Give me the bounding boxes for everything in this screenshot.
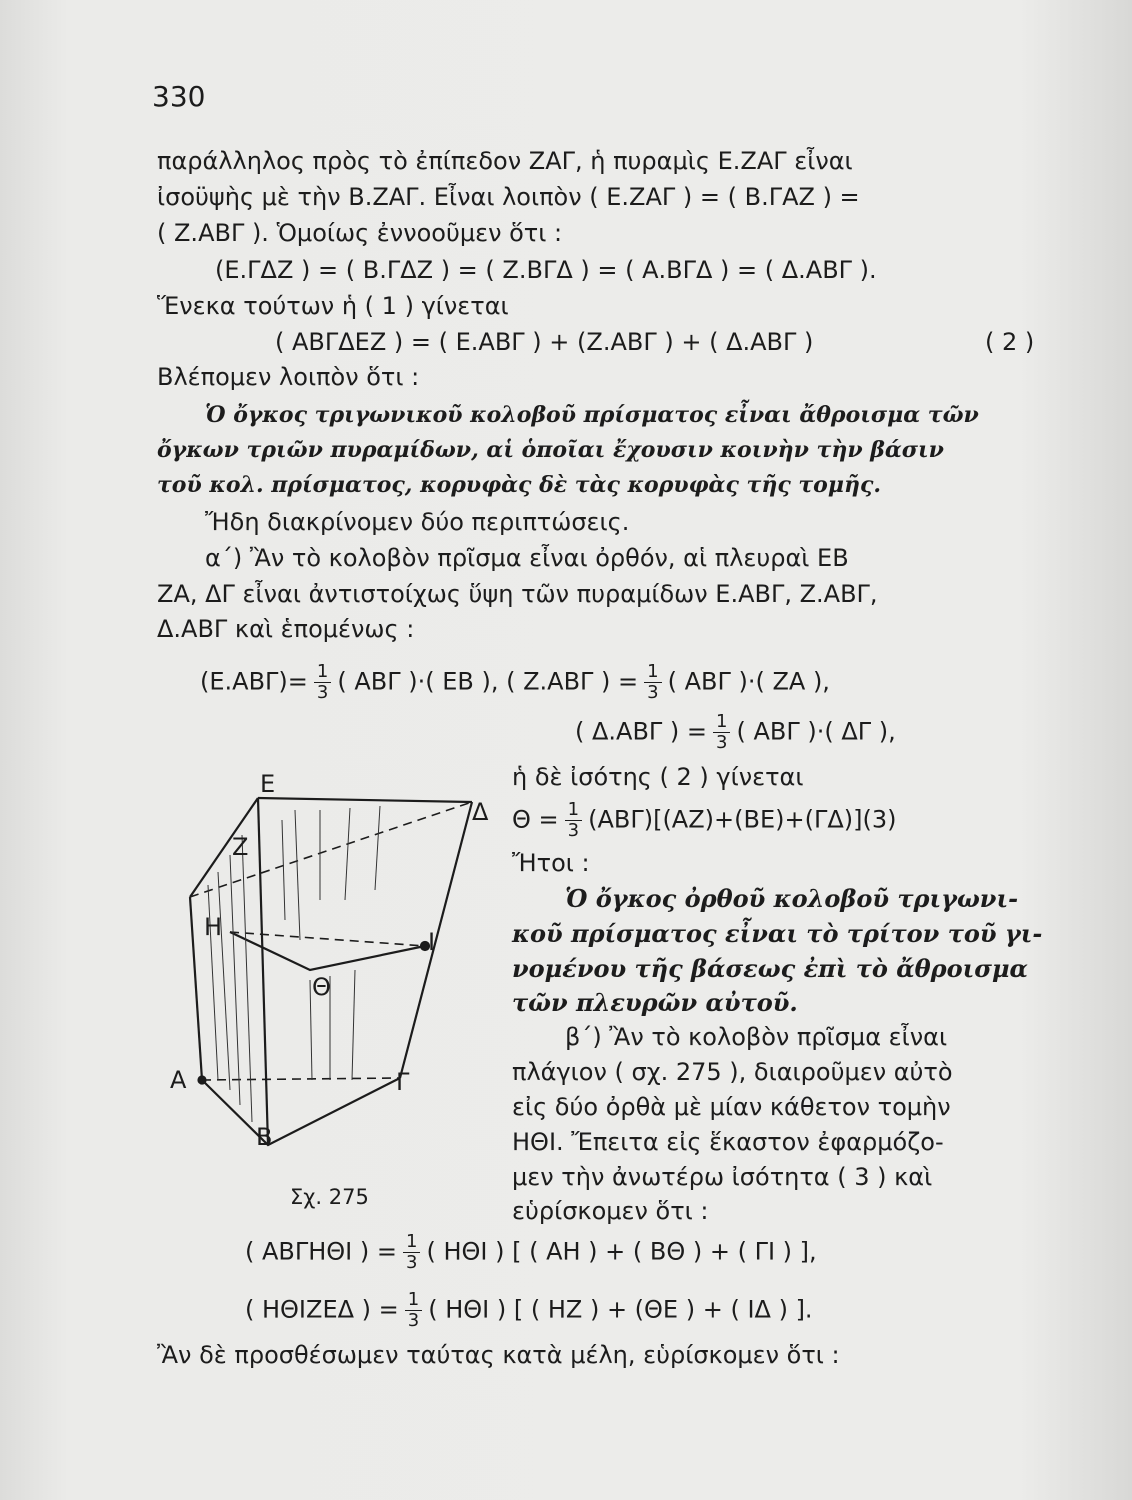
text-line: Ἕνεκα τούτων ἡ ( 1 ) γίνεται	[157, 292, 509, 320]
theorem-line: ὄγκων τριῶν πυραμίδων, αἱ ὁποῖαι ἔχουσιν κοινὴν τὴν βάσιν	[157, 437, 944, 463]
fraction: $\frac{1}{3}$	[314, 662, 331, 703]
theorem-line: Ὁ ὄγκος τριγωνικοῦ κολοβοῦ πρίσματος εἶναι ἄθροισμα τῶν	[205, 402, 979, 428]
edge-za	[190, 897, 202, 1080]
equation-theta: Θ = $\frac{1}{3}$ (ΑΒΓ)[(ΑΖ)+(ΒΕ)+(ΓΔ)](3)	[512, 799, 897, 841]
fraction: $\frac{1}{3}$	[405, 1290, 422, 1331]
figure-caption: Σχ. 275	[290, 1185, 369, 1209]
equation-volumes: (Ε.ΑΒΓ)= $\frac{1}{3}$ ( ΑΒΓ )·( ΕΒ ), ( Ζ.ΑΒΓ ) = $\frac{1}{3}$ ( ΑΒΓ )·( ΖΑ ),	[200, 661, 830, 703]
text-line: β΄) Ἂν τὸ κολοβὸν πρῖσμα εἶναι	[565, 1023, 948, 1051]
prism-figure	[160, 750, 490, 1150]
text-line: μεν τὴν ἀνωτέρω ἰσότητα ( 3 ) καὶ	[512, 1163, 933, 1191]
label-h: Η	[204, 913, 223, 941]
label-e: Ε	[260, 770, 276, 798]
text-line: Δ.ΑΒΓ καὶ ἑπομένως :	[157, 615, 415, 643]
equation-upper-prism: ( ΗΘΙΖΕΔ ) = $\frac{1}{3}$ ( ΗΘΙ ) [ ( ΗΖ ) + (ΘΕ ) + ( ΙΔ ) ].	[245, 1289, 813, 1331]
edge-ed	[258, 798, 472, 802]
fraction: $\frac{1}{3}$	[565, 800, 582, 841]
text-line: Βλέπομεν λοιπὸν ὅτι :	[157, 363, 420, 391]
theorem-line: Ὁ ὄγκος ὀρθοῦ κολοβοῦ τριγωνι-	[565, 884, 1019, 913]
section-hthi	[230, 932, 425, 970]
fraction: $\frac{1}{3}$	[403, 1232, 420, 1273]
equation-line: ( ΑΒΓΔΕΖ ) = ( Ε.ΑΒΓ ) + (Ζ.ΑΒΓ ) + ( Δ.ΑΒΓ )	[275, 328, 814, 356]
text-line: α΄) Ἂν τὸ κολοβὸν πρῖσμα εἶναι ὀρθόν, αἱ πλευραὶ ΕΒ	[205, 544, 849, 572]
edge-abg	[202, 1078, 400, 1145]
fraction: $\frac{1}{3}$	[644, 662, 661, 703]
text-line: εὑρίσκομεν ὅτι :	[512, 1197, 709, 1225]
fraction: $\frac{1}{3}$	[713, 712, 730, 753]
label-z: Ζ	[232, 833, 249, 861]
text-line: ΖΑ, ΔΓ εἶναι ἀντιστοίχως ὕψη τῶν πυραμίδων Ε.ΑΒΓ, Ζ.ΑΒΓ,	[157, 580, 878, 608]
text-line: ΗΘΙ. Ἔπειτα εἰς ἕκαστον ἐφαρμόζο-	[512, 1128, 944, 1156]
label-g: Γ	[396, 1068, 410, 1096]
theorem-line: νομένου τῆς βάσεως ἐπὶ τὸ ἄθροισμα	[512, 954, 1028, 983]
equation-volume-d: ( Δ.ΑΒΓ ) = $\frac{1}{3}$ ( ΑΒΓ )·( ΔΓ ),	[575, 711, 896, 753]
theorem-line: τῶν πλευρῶν αὐτοῦ.	[512, 988, 798, 1017]
equation-number: ( 2 )	[985, 328, 1035, 356]
section-hi-hidden	[230, 932, 425, 946]
equation-lower-prism: ( ΑΒΓΗΘΙ ) = $\frac{1}{3}$ ( ΗΘΙ ) [ ( ΑΗ ) + ( ΒΘ ) + ( ΓΙ ) ],	[245, 1231, 817, 1273]
text-line: εἰς δύο ὀρθὰ μὲ μίαν κάθετον τομὴν	[512, 1093, 951, 1121]
equation-line: (Ε.ΓΔΖ ) = ( Β.ΓΔΖ ) = ( Ζ.ΒΓΔ ) = ( Α.ΒΓΔ ) = ( Δ.ΑΒΓ ).	[215, 256, 877, 284]
page-number: 330	[152, 80, 206, 113]
point-a	[199, 1077, 206, 1084]
label-theta: Θ	[312, 973, 331, 1001]
edge-dg	[400, 802, 472, 1078]
label-b: Β	[256, 1123, 273, 1150]
text-line: Ἂν δὲ προσθέσωμεν ταύτας κατὰ μέλη, εὑρίσκομεν ὅτι :	[157, 1341, 840, 1369]
label-a: Α	[170, 1066, 187, 1094]
edge-eb	[258, 798, 268, 1145]
label-i: Ι	[428, 928, 436, 956]
text-line: ἡ δὲ ἰσότης ( 2 ) γίνεται	[512, 763, 804, 791]
text-line: Ἤδη διακρίνομεν δύο περιπτώσεις.	[205, 508, 630, 536]
edge-ag-hidden	[202, 1078, 400, 1080]
theorem-line: τοῦ κολ. πρίσματος, κορυφὰς δὲ τὰς κορυφὰς τῆς τομῆς.	[157, 472, 882, 498]
text-line: πλάγιον ( σχ. 275 ), διαιροῦμεν αὐτὸ	[512, 1058, 953, 1086]
text-line: ( Ζ.ΑΒΓ ). Ὁμοίως ἐννοοῦμεν ὅτι :	[157, 219, 563, 247]
text-line: παράλληλος πρὸς τὸ ἐπίπεδον ΖΑΓ, ἡ πυραμὶς Ε.ΖΑΓ εἶναι	[157, 147, 853, 175]
theorem-line: κοῦ πρίσματος εἶναι τὸ τρίτον τοῦ γι-	[512, 919, 1043, 948]
text-line: ἰσοϋψὴς μὲ τὴν Β.ΖΑΓ. Εἶναι λοιπὸν ( Ε.ΖΑΓ ) = ( Β.ΓΑΖ ) =	[157, 183, 860, 211]
text-line: Ἤτοι :	[512, 849, 590, 877]
label-d: Δ	[472, 798, 489, 826]
